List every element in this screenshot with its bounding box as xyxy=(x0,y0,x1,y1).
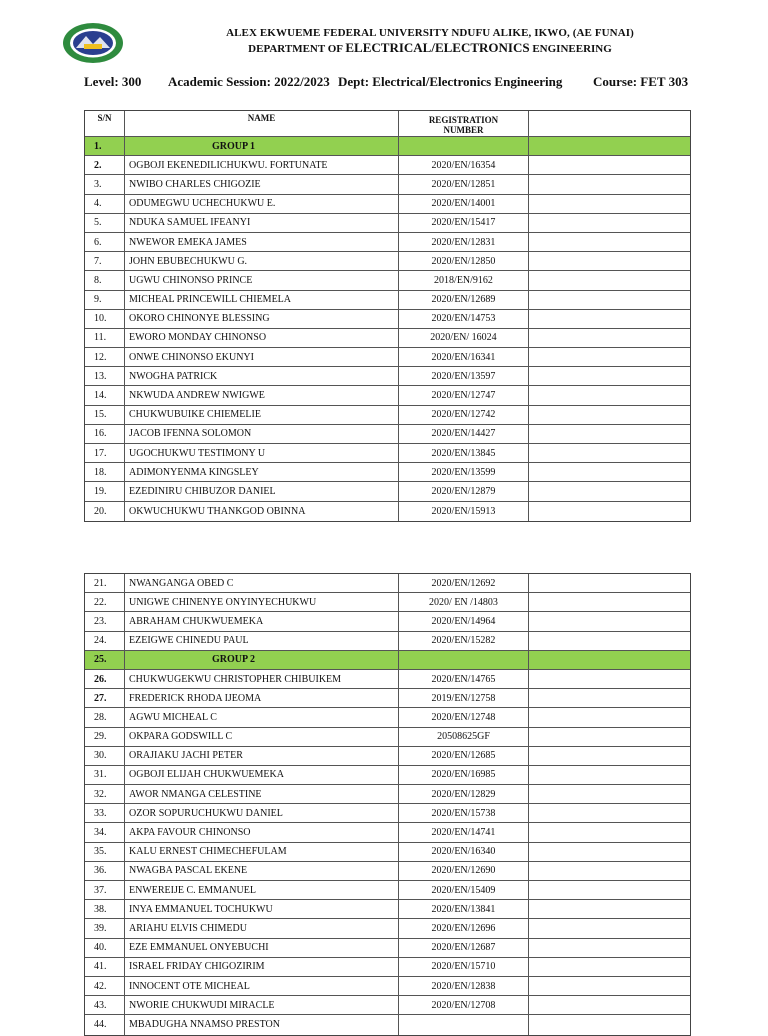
name-cell: MICHEAL PRINCEWILL CHIEMELA xyxy=(125,291,399,309)
blank-cell xyxy=(529,958,690,976)
table-row xyxy=(85,482,690,501)
blank-cell xyxy=(529,996,690,1014)
table-row xyxy=(85,233,690,252)
table-row xyxy=(85,919,690,938)
university-name: ALEX EKWUEME FEDERAL UNIVERSITY NDUFU ALIKE, IKWO, (AE FUNAI) xyxy=(226,27,634,39)
sn-cell: 22. xyxy=(85,593,125,611)
name-cell: JOHN EBUBECHUKWU G. xyxy=(125,252,399,270)
name-cell: UGWU CHINONSO PRINCE xyxy=(125,271,399,289)
blank-cell xyxy=(529,593,690,611)
sn-cell: 33. xyxy=(85,804,125,822)
table-row xyxy=(85,593,690,612)
group-title-cell: GROUP 2 xyxy=(125,651,399,669)
registration-cell: 2020/EN/13841 xyxy=(399,900,529,918)
name-cell: OGBOJI EKENEDILICHUKWU. FORTUNATE xyxy=(125,156,399,174)
sn-cell: 10. xyxy=(85,310,125,328)
sn-cell: 15. xyxy=(85,406,125,424)
name-cell: KALU ERNEST CHIMECHEFULAM xyxy=(125,843,399,861)
sn-cell: 20. xyxy=(85,502,125,521)
registration-header: REGISTRATION NUMBER xyxy=(399,111,529,136)
sn-cell: 43. xyxy=(85,996,125,1014)
sn-cell: 44. xyxy=(85,1015,125,1034)
table-row xyxy=(85,708,690,727)
registration-cell: 2020/EN/ 16024 xyxy=(399,329,529,347)
registration-cell: 2020/EN/13599 xyxy=(399,463,529,481)
blank-cell xyxy=(529,214,690,232)
name-cell: ENWEREIJE C. EMMANUEL xyxy=(125,881,399,899)
table-row xyxy=(85,728,690,747)
sn-cell: 17. xyxy=(85,444,125,462)
name-header: NAME xyxy=(125,111,399,136)
sn-cell: 7. xyxy=(85,252,125,270)
sn-cell: 9. xyxy=(85,291,125,309)
sn-cell: 36. xyxy=(85,862,125,880)
name-cell: ARIAHU ELVIS CHIMEDU xyxy=(125,919,399,937)
blank-cell xyxy=(529,708,690,726)
name-cell: INYA EMMANUEL TOCHUKWU xyxy=(125,900,399,918)
sn-cell: 41. xyxy=(85,958,125,976)
name-cell: NWOGHA PATRICK xyxy=(125,367,399,385)
blank-cell xyxy=(529,728,690,746)
blank-cell xyxy=(529,785,690,803)
name-cell: NKWUDA ANDREW NWIGWE xyxy=(125,386,399,404)
blank-cell xyxy=(529,482,690,500)
table-row xyxy=(85,804,690,823)
registration-cell: 2020/EN/16341 xyxy=(399,348,529,366)
blank-cell xyxy=(529,291,690,309)
blank-cell xyxy=(529,406,690,424)
registration-cell: 2020/EN/12742 xyxy=(399,406,529,424)
blank-header xyxy=(529,111,690,136)
registration-cell: 2020/EN/12831 xyxy=(399,233,529,251)
blank-cell xyxy=(529,444,690,462)
table-row xyxy=(85,406,690,425)
name-cell: NDUKA SAMUEL IFEANYI xyxy=(125,214,399,232)
registration-cell: 2020/EN/15417 xyxy=(399,214,529,232)
name-cell: EZE EMMANUEL ONYEBUCHI xyxy=(125,939,399,957)
table-row xyxy=(85,386,690,405)
registration-cell: 2020/EN/12708 xyxy=(399,996,529,1014)
registration-cell: 2020/EN/12690 xyxy=(399,862,529,880)
sn-cell: 23. xyxy=(85,612,125,630)
group-header-row xyxy=(85,651,690,670)
sn-cell: 29. xyxy=(85,728,125,746)
table-row xyxy=(85,1015,690,1034)
registration-cell: 2020/EN/12747 xyxy=(399,386,529,404)
registration-cell: 2020/EN/15913 xyxy=(399,502,529,521)
name-cell: ABRAHAM CHUKWUEMEKA xyxy=(125,612,399,630)
name-cell: OKORO CHINONYE BLESSING xyxy=(125,310,399,328)
table-row xyxy=(85,977,690,996)
name-cell: NWAGBA PASCAL EKENE xyxy=(125,862,399,880)
registration-cell: 2020/EN/14964 xyxy=(399,612,529,630)
table-row xyxy=(85,958,690,977)
group-header-row xyxy=(85,137,690,156)
table-row xyxy=(85,156,690,175)
course-label: Course: FET 303 xyxy=(593,74,689,89)
name-cell: ONWE CHINONSO EKUNYI xyxy=(125,348,399,366)
blank-cell xyxy=(529,632,690,650)
registration-cell: 2020/ EN /14803 xyxy=(399,593,529,611)
table-row xyxy=(85,785,690,804)
blank-cell xyxy=(529,367,690,385)
blank-cell xyxy=(529,823,690,841)
registration-cell: 2020/EN/12685 xyxy=(399,747,529,765)
sn-cell: 2. xyxy=(85,156,125,174)
sn-cell: 40. xyxy=(85,939,125,957)
name-cell: ODUMEGWU UCHECHUKWU E. xyxy=(125,195,399,213)
table-row xyxy=(85,843,690,862)
table-row xyxy=(85,502,690,521)
blank-cell xyxy=(529,670,690,688)
blank-cell xyxy=(529,1015,690,1034)
registration-cell: 2020/EN/12851 xyxy=(399,175,529,193)
blank-cell xyxy=(529,252,690,270)
registration-cell xyxy=(399,651,529,669)
university-logo xyxy=(62,22,124,64)
registration-cell: 2019/EN/12758 xyxy=(399,689,529,707)
blank-cell xyxy=(529,862,690,880)
blank-cell xyxy=(529,747,690,765)
sn-cell: 32. xyxy=(85,785,125,803)
blank-cell xyxy=(529,843,690,861)
table-row xyxy=(85,214,690,233)
sn-cell: 21. xyxy=(85,574,125,592)
department-label: Dept: Electrical/Electronics Engineering xyxy=(338,74,563,89)
sn-cell: 1. xyxy=(85,137,125,155)
name-cell: CHUKWUBUIKE CHIEMELIE xyxy=(125,406,399,424)
registration-cell: 20508625GF xyxy=(399,728,529,746)
table-row xyxy=(85,463,690,482)
registration-cell: 2020/EN/14741 xyxy=(399,823,529,841)
registration-cell: 2020/EN/15409 xyxy=(399,881,529,899)
session-label: Academic Session: 2022/2023 xyxy=(168,74,330,89)
table-row xyxy=(85,348,690,367)
name-cell: OKWUCHUKWU THANKGOD OBINNA xyxy=(125,502,399,521)
registration-cell: 2020/EN/12879 xyxy=(399,482,529,500)
registration-cell: 2020/EN/13597 xyxy=(399,367,529,385)
registration-cell: 2020/EN/14001 xyxy=(399,195,529,213)
sn-cell: 26. xyxy=(85,670,125,688)
sn-cell: 30. xyxy=(85,747,125,765)
table-row xyxy=(85,881,690,900)
sn-cell: 31. xyxy=(85,766,125,784)
table-row xyxy=(85,367,690,386)
registration-cell: 2020/EN/12687 xyxy=(399,939,529,957)
blank-cell xyxy=(529,766,690,784)
sn-cell: 42. xyxy=(85,977,125,995)
registration-cell: 2018/EN/9162 xyxy=(399,271,529,289)
registration-cell xyxy=(399,1015,529,1034)
blank-cell xyxy=(529,233,690,251)
blank-cell xyxy=(529,919,690,937)
registration-cell: 2020/EN/12696 xyxy=(399,919,529,937)
table-header-row xyxy=(85,111,690,137)
group-title-cell: GROUP 1 xyxy=(125,137,399,155)
sn-cell: 38. xyxy=(85,900,125,918)
registration-cell: 2020/EN/12838 xyxy=(399,977,529,995)
table-row xyxy=(85,175,690,194)
table-row xyxy=(85,939,690,958)
table-row xyxy=(85,900,690,919)
blank-cell xyxy=(529,463,690,481)
blank-cell xyxy=(529,329,690,347)
name-cell: AGWU MICHEAL C xyxy=(125,708,399,726)
registration-cell: 2020/EN/12850 xyxy=(399,252,529,270)
table-row xyxy=(85,632,690,651)
sn-cell: 28. xyxy=(85,708,125,726)
sn-cell: 35. xyxy=(85,843,125,861)
sn-cell: 3. xyxy=(85,175,125,193)
name-cell: EWORO MONDAY CHINONSO xyxy=(125,329,399,347)
blank-cell xyxy=(529,689,690,707)
table-row xyxy=(85,689,690,708)
table-row xyxy=(85,252,690,271)
table-row xyxy=(85,670,690,689)
blank-cell xyxy=(529,310,690,328)
registration-cell: 2020/EN/16340 xyxy=(399,843,529,861)
table-row xyxy=(85,574,690,593)
sn-cell: 11. xyxy=(85,329,125,347)
sn-cell: 12. xyxy=(85,348,125,366)
name-cell: UNIGWE CHINENYE ONYINYECHUKWU xyxy=(125,593,399,611)
registration-cell: 2020/EN/15282 xyxy=(399,632,529,650)
blank-cell xyxy=(529,574,690,592)
registration-cell: 2020/EN/15738 xyxy=(399,804,529,822)
sn-cell: 25. xyxy=(85,651,125,669)
name-cell: EZEIGWE CHINEDU PAUL xyxy=(125,632,399,650)
registration-cell: 2020/EN/16985 xyxy=(399,766,529,784)
table-row xyxy=(85,329,690,348)
name-cell: AWOR NMANGA CELESTINE xyxy=(125,785,399,803)
registration-cell: 2020/EN/15710 xyxy=(399,958,529,976)
level-label: Level: 300 xyxy=(84,74,142,89)
department-title: DEPARTMENT OF ELECTRICAL/ELECTRONICS ENGINEERING xyxy=(248,40,612,55)
name-cell: UGOCHUKWU TESTIMONY U xyxy=(125,444,399,462)
name-cell: OKPARA GODSWILL C xyxy=(125,728,399,746)
blank-cell xyxy=(529,137,690,155)
registration-cell: 2020/EN/14765 xyxy=(399,670,529,688)
registration-cell xyxy=(399,137,529,155)
blank-cell xyxy=(529,348,690,366)
blank-cell xyxy=(529,502,690,521)
sn-cell: 27. xyxy=(85,689,125,707)
registration-cell: 2020/EN/12829 xyxy=(399,785,529,803)
table-row xyxy=(85,612,690,631)
table-row xyxy=(85,271,690,290)
registration-cell: 2020/EN/12689 xyxy=(399,291,529,309)
sn-cell: 6. xyxy=(85,233,125,251)
table-row xyxy=(85,862,690,881)
table-row xyxy=(85,996,690,1015)
blank-cell xyxy=(529,195,690,213)
name-cell: CHUKWUGEKWU CHRISTOPHER CHIBUIKEM xyxy=(125,670,399,688)
sn-cell: 14. xyxy=(85,386,125,404)
registration-cell: 2020/EN/12748 xyxy=(399,708,529,726)
name-cell: EZEDINIRU CHIBUZOR DANIEL xyxy=(125,482,399,500)
blank-cell xyxy=(529,386,690,404)
sn-cell: 24. xyxy=(85,632,125,650)
blank-cell xyxy=(529,175,690,193)
name-cell: OZOR SOPURUCHUKWU DANIEL xyxy=(125,804,399,822)
name-cell: NWANGANGA OBED C xyxy=(125,574,399,592)
registration-cell: 2020/EN/16354 xyxy=(399,156,529,174)
blank-cell xyxy=(529,271,690,289)
blank-cell xyxy=(529,425,690,443)
sn-header: S/N xyxy=(85,111,125,136)
name-cell: ADIMONYENMA KINGSLEY xyxy=(125,463,399,481)
registration-cell: 2020/EN/12692 xyxy=(399,574,529,592)
name-cell: ISRAEL FRIDAY CHIGOZIRIM xyxy=(125,958,399,976)
name-cell: OGBOJI ELIJAH CHUKWUEMEKA xyxy=(125,766,399,784)
registration-cell: 2020/EN/14753 xyxy=(399,310,529,328)
group-list-table-1 xyxy=(84,110,691,522)
sn-cell: 39. xyxy=(85,919,125,937)
blank-cell xyxy=(529,939,690,957)
table-row xyxy=(85,195,690,214)
blank-cell xyxy=(529,900,690,918)
sn-cell: 37. xyxy=(85,881,125,899)
sn-cell: 8. xyxy=(85,271,125,289)
name-cell: NWIBO CHARLES CHIGOZIE xyxy=(125,175,399,193)
sn-cell: 5. xyxy=(85,214,125,232)
registration-cell: 2020/EN/14427 xyxy=(399,425,529,443)
sn-cell: 13. xyxy=(85,367,125,385)
table-row xyxy=(85,310,690,329)
name-cell: JACOB IFENNA SOLOMON xyxy=(125,425,399,443)
sn-cell: 16. xyxy=(85,425,125,443)
name-cell: NWORIE CHUKWUDI MIRACLE xyxy=(125,996,399,1014)
blank-cell xyxy=(529,156,690,174)
sn-cell: 34. xyxy=(85,823,125,841)
name-cell: AKPA FAVOUR CHINONSO xyxy=(125,823,399,841)
group-list-table-2 xyxy=(84,573,691,1036)
blank-cell xyxy=(529,651,690,669)
blank-cell xyxy=(529,804,690,822)
blank-cell xyxy=(529,612,690,630)
blank-cell xyxy=(529,881,690,899)
table-row xyxy=(85,444,690,463)
name-cell: ORAJIAKU JACHI PETER xyxy=(125,747,399,765)
blank-cell xyxy=(529,977,690,995)
table-row xyxy=(85,747,690,766)
name-cell: INNOCENT OTE MICHEAL xyxy=(125,977,399,995)
registration-cell: 2020/EN/13845 xyxy=(399,444,529,462)
name-cell: FREDERICK RHODA IJEOMA xyxy=(125,689,399,707)
name-cell: NWEWOR EMEKA JAMES xyxy=(125,233,399,251)
name-cell: MBADUGHA NNAMSO PRESTON xyxy=(125,1015,399,1034)
table-row xyxy=(85,823,690,842)
table-row xyxy=(85,291,690,310)
sn-cell: 19. xyxy=(85,482,125,500)
table-row xyxy=(85,766,690,785)
sn-cell: 4. xyxy=(85,195,125,213)
table-row xyxy=(85,425,690,444)
sn-cell: 18. xyxy=(85,463,125,481)
